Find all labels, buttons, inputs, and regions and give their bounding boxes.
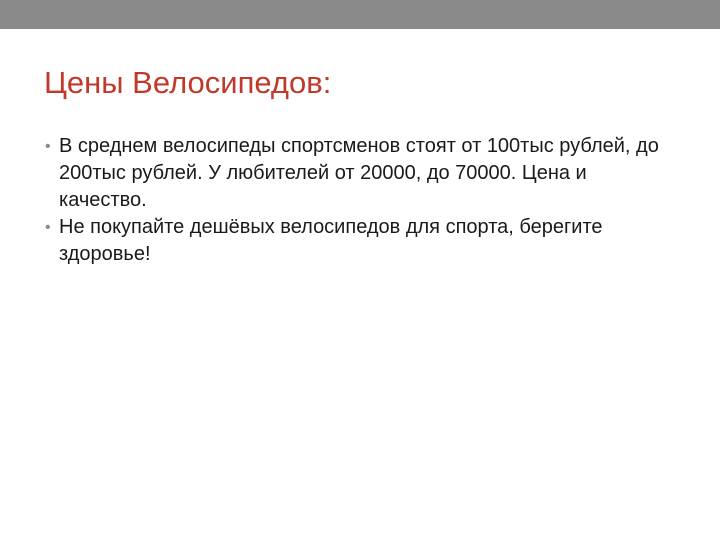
bullet-item <box>45 133 675 214</box>
top-bar <box>0 0 720 29</box>
bullet-marker-icon: • <box>45 138 51 155</box>
bullet-marker-icon: • <box>45 219 51 236</box>
bullet-item <box>45 214 675 268</box>
bullet-list <box>45 133 675 268</box>
slide-title: Цены Велосипедов: <box>44 65 332 100</box>
bullet-text: Не покупайте дешёвых велосипедов для спорта, берегите здоровье! <box>59 216 603 265</box>
bullet-text: В среднем велосипеды спортсменов стоят от 100тыс рублей, до 200тыс рублей. У любителей от 20000, до 70000. Цена и качество. <box>59 135 659 211</box>
